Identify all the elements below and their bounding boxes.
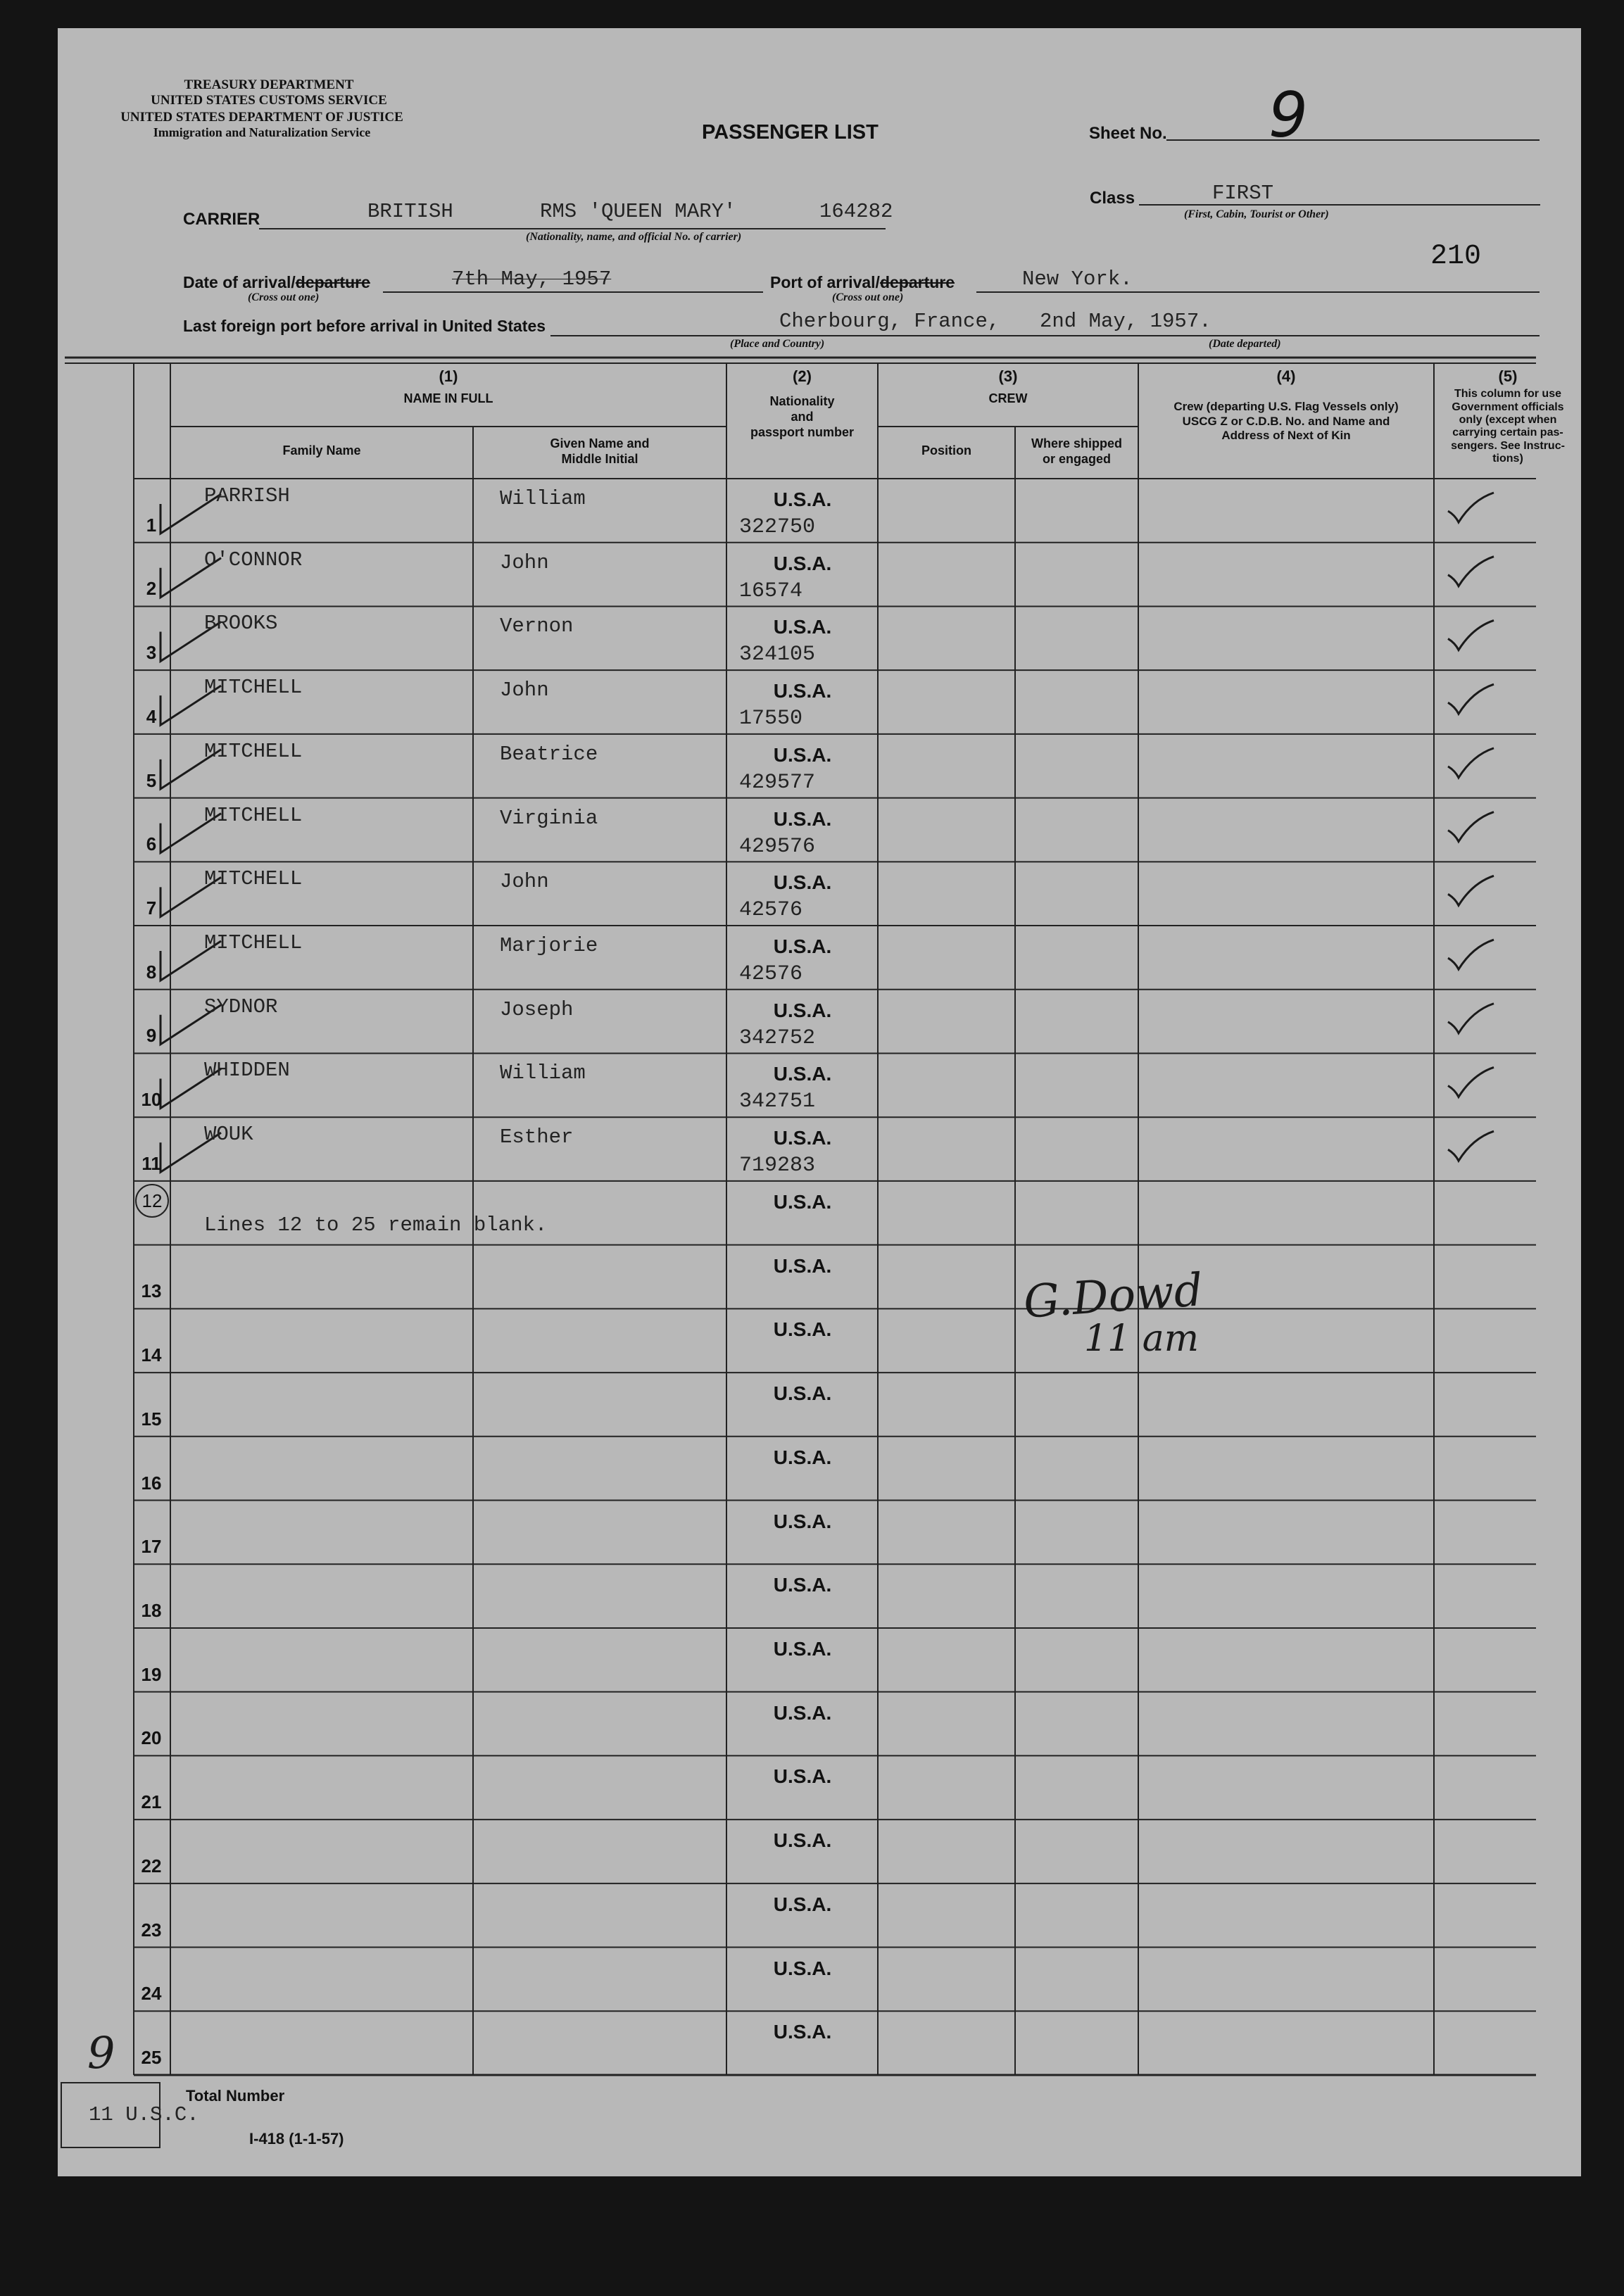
dept-line-1: TREASURY DEPARTMENT	[184, 77, 354, 92]
total-number-label: Total Number	[186, 2087, 285, 2105]
line-number: 10	[141, 1089, 162, 1111]
nationality: U.S.A.	[773, 1893, 832, 1915]
line-number: 21	[141, 1791, 162, 1813]
line-number: 1	[146, 514, 157, 536]
official-check-mark	[1448, 493, 1494, 522]
nationality: U.S.A.	[773, 1829, 832, 1852]
line-number: 6	[146, 833, 157, 855]
nationality: U.S.A.	[773, 2021, 832, 2043]
line-number: 17	[141, 1536, 162, 1558]
page-title: PASSENGER LIST	[702, 121, 879, 144]
nationality: U.S.A.	[773, 680, 832, 702]
stamp-text: 11 U.S.C.	[89, 2103, 199, 2126]
given-name: Virginia	[500, 806, 598, 830]
family-name: MITCHELL	[204, 931, 303, 955]
passport-number: 342751	[739, 1090, 816, 1114]
line-number: 13	[141, 1280, 162, 1302]
nationality: U.S.A.	[773, 935, 832, 958]
carrier-name: RMS 'QUEEN MARY'	[540, 200, 736, 223]
family-name: SYDNOR	[204, 995, 278, 1018]
line-number: 15	[141, 1408, 162, 1430]
line-number: 4	[146, 705, 157, 727]
official-check-mark	[1448, 940, 1494, 969]
nationality: U.S.A.	[773, 999, 832, 1021]
col4-line-b: USCG Z or C.D.B. No. and Name and	[1182, 414, 1390, 428]
col1-given-header	[473, 436, 726, 467]
nationality: U.S.A.	[773, 488, 832, 510]
col2-header	[726, 367, 878, 440]
passport-number: 342752	[739, 1026, 816, 1050]
line-number: 24	[141, 1983, 162, 2005]
official-check-mark	[1448, 1004, 1494, 1033]
col3-title: CREW	[988, 391, 1028, 405]
col5-line-f: tions)	[1492, 453, 1523, 465]
col2-number: (2)	[793, 367, 812, 385]
given-name: Beatrice	[500, 742, 598, 766]
line-number: 19	[141, 1663, 162, 1685]
nationality: U.S.A.	[773, 1254, 832, 1277]
passport-number: 429577	[739, 770, 816, 795]
line-number: 9	[146, 1025, 157, 1047]
carrier-note: (Nationality, name, and official No. of carrier)	[526, 231, 742, 243]
line-number: 22	[141, 1855, 162, 1876]
line-number: 16	[141, 1472, 162, 1494]
nationality: U.S.A.	[773, 871, 832, 894]
col4-number: (4)	[1276, 367, 1296, 385]
officer-signature: G.Dowd	[1021, 1264, 1205, 1329]
date-label-arrival: Date of arrival/	[183, 273, 296, 291]
given-name: John	[500, 679, 549, 702]
col1-given-line-a: Given Name and	[550, 436, 650, 450]
line-number: 7	[146, 897, 157, 919]
line-number: 11	[141, 1152, 161, 1174]
margin-number: 9	[87, 2027, 115, 2079]
nationality: U.S.A.	[773, 1510, 832, 1532]
official-check-mark	[1448, 812, 1494, 842]
given-name: Vernon	[500, 614, 574, 638]
family-name: WHIDDEN	[204, 1059, 290, 1083]
family-name: MITCHELL	[204, 676, 303, 700]
col5-line-b: Government officials	[1452, 400, 1564, 413]
col5-line-c: only (except when	[1459, 414, 1557, 427]
col5-line-a: This column for use	[1454, 388, 1561, 400]
given-name: Joseph	[500, 997, 574, 1021]
nationality: U.S.A.	[773, 807, 832, 830]
passport-number: 429576	[739, 834, 816, 859]
carrier-nationality: BRITISH	[367, 200, 453, 223]
given-name: John	[500, 550, 549, 574]
nationality: U.S.A.	[773, 1127, 832, 1149]
col4-line-c: Address of Next of Kin	[1221, 429, 1351, 443]
line-number: 18	[141, 1599, 162, 1621]
col1-given-line-b: Middle Initial	[561, 451, 638, 466]
nationality: U.S.A.	[773, 1190, 832, 1213]
col2-line-b: and	[791, 409, 814, 424]
dept-line-4: Immigration and Naturalization Service	[153, 125, 371, 139]
passport-number: 42576	[739, 962, 803, 987]
sheet-label: Sheet No.	[1089, 124, 1167, 143]
col1-title: NAME IN FULL	[403, 391, 493, 405]
port-value: New York.	[1022, 267, 1133, 291]
date-value: 7th May, 1957	[452, 267, 612, 291]
family-name: PARRISH	[204, 484, 290, 507]
date-departed-value: 2nd May, 1957.	[1040, 310, 1211, 333]
col1-family-header: Family Name	[282, 443, 361, 458]
dept-line-3: UNITED STATES DEPARTMENT OF JUSTICE	[120, 110, 403, 125]
family-name: WOUK	[204, 1123, 253, 1147]
official-check-mark	[1448, 684, 1494, 714]
line-number: 23	[141, 1919, 162, 1941]
given-name: John	[500, 870, 549, 894]
line-number: 5	[146, 769, 157, 791]
date-departed-note: (Date departed)	[1209, 338, 1281, 350]
table-grid	[58, 28, 1581, 2176]
nationality: U.S.A.	[773, 552, 832, 574]
passport-number: 324105	[739, 643, 816, 667]
col5-number: (5)	[1498, 367, 1518, 385]
family-name: MITCHELL	[204, 867, 303, 891]
col5-header	[1434, 367, 1582, 466]
line-number: 14	[141, 1344, 162, 1366]
col4-header	[1138, 367, 1434, 443]
port-label-arrival: Port of arrival/	[770, 273, 880, 291]
passport-number: 719283	[739, 1154, 816, 1178]
nationality: U.S.A.	[773, 1446, 832, 1468]
page-number: 210	[1430, 241, 1482, 272]
nationality: U.S.A.	[773, 1957, 832, 1979]
date-label-departure: departure	[295, 273, 370, 291]
class-value: FIRST	[1212, 182, 1274, 205]
family-name: MITCHELL	[204, 803, 303, 827]
passport-number: 16574	[739, 579, 803, 603]
nationality: U.S.A.	[773, 1574, 832, 1596]
official-check-mark	[1448, 748, 1494, 778]
line-number: 20	[141, 1727, 162, 1749]
col2-line-c: passport number	[750, 424, 855, 439]
given-name: Esther	[500, 1125, 574, 1149]
nationality: U.S.A.	[773, 743, 832, 766]
official-check-mark	[1448, 620, 1494, 650]
class-label: Class	[1090, 189, 1135, 208]
col2-line-a: Nationality	[769, 394, 835, 409]
carrier-number: 164282	[819, 200, 893, 223]
passport-number: 322750	[739, 515, 816, 539]
form-number: I-418 (1-1-57)	[249, 2130, 344, 2147]
col3-where-line-b: or engaged	[1042, 451, 1111, 466]
line-number: 12	[135, 1184, 169, 1218]
nationality: U.S.A.	[773, 1063, 832, 1085]
dept-line-2: UNITED STATES CUSTOMS SERVICE	[151, 93, 387, 108]
sheet-number: 9	[1269, 79, 1308, 151]
blank-lines-note: Lines 12 to 25 remain blank.	[204, 1213, 548, 1237]
given-name: William	[500, 1061, 586, 1085]
passport-number: 42576	[739, 898, 803, 923]
carrier-label: CARRIER	[183, 210, 260, 229]
port-cross-note: (Cross out one)	[832, 291, 904, 303]
family-name: BROOKS	[204, 612, 278, 636]
line-number: 3	[146, 642, 157, 664]
line-number: 2	[146, 578, 157, 600]
nationality: U.S.A.	[773, 1382, 832, 1405]
nationality: U.S.A.	[773, 1765, 832, 1788]
line-number: 8	[146, 961, 157, 983]
last-port-value: Cherbourg, France,	[779, 310, 1000, 333]
col4-line-a: Crew (departing U.S. Flag Vessels only)	[1173, 400, 1399, 414]
col5-line-d: carrying certain pas-	[1452, 427, 1563, 439]
col3-where-line-a: Where shipped	[1031, 436, 1122, 450]
official-check-mark	[1448, 876, 1494, 905]
col3-number: (3)	[998, 367, 1018, 385]
passport-number: 17550	[739, 707, 803, 731]
line-number: 25	[141, 2047, 162, 2068]
official-check-mark	[1448, 557, 1494, 586]
nationality: U.S.A.	[773, 1318, 832, 1341]
family-name: O'CONNOR	[204, 548, 303, 572]
class-note: (First, Cabin, Tourist or Other)	[1184, 208, 1329, 220]
family-name: MITCHELL	[204, 739, 303, 763]
col3-where-header	[1015, 436, 1138, 467]
official-check-mark	[1448, 1067, 1494, 1097]
nationality: U.S.A.	[773, 616, 832, 638]
official-check-mark	[1448, 1131, 1494, 1161]
nationality: U.S.A.	[773, 1637, 832, 1660]
given-name: Marjorie	[500, 934, 598, 958]
signature-time: 11 am	[1084, 1318, 1200, 1360]
col1-number: (1)	[439, 367, 458, 385]
date-cross-note: (Cross out one)	[248, 291, 320, 303]
place-note: (Place and Country)	[730, 338, 825, 350]
last-port-label: Last foreign port before arrival in United States	[183, 317, 546, 335]
given-name: William	[500, 487, 586, 510]
passenger-list-sheet	[58, 28, 1581, 2176]
col3-position-header: Position	[921, 443, 971, 458]
col5-line-e: sengers. See Instruc-	[1451, 439, 1565, 452]
nationality: U.S.A.	[773, 1701, 832, 1724]
port-label-departure: departure	[879, 273, 955, 291]
